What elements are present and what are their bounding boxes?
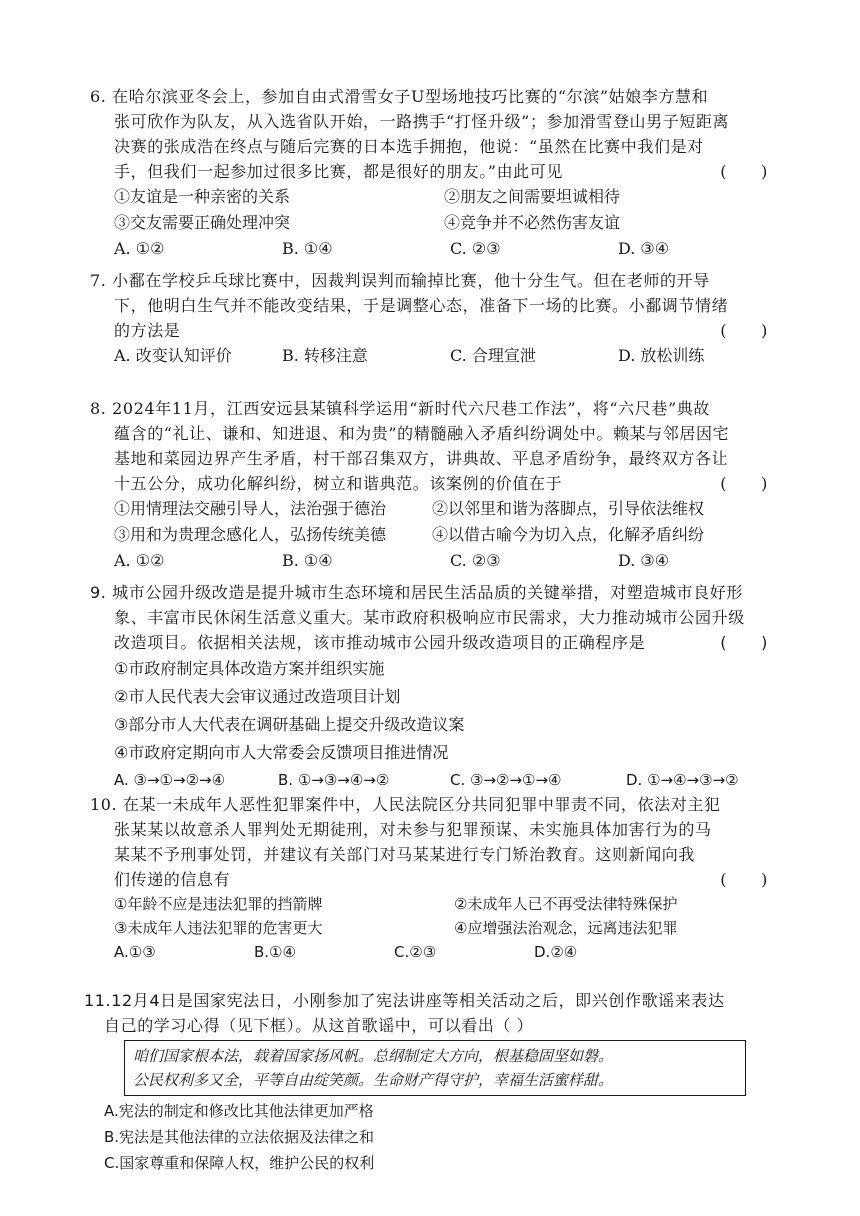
question-9-choice-a: A. ③→①→②→④ [114, 771, 226, 789]
question-6-statement-4: ④竞争并不必然伤害友谊 [444, 213, 621, 232]
question-11-choice-b: B.宪法是其他法律的立法依据及法律之和 [104, 1128, 375, 1146]
question-11-line-2: 自己的学习心得（见下框）。从这首歌谣中，可以看出（ ） [104, 1016, 534, 1035]
question-9-line-2: 象、丰富市民休闲生活意义重大。某市政府积极响应市民需求，大力推动城市公园升级 [114, 608, 745, 627]
ballad-line-1: 咱们国家根本法，载着国家扬风帆。总纲制定大方向，根基稳固坚如磐。 [133, 1047, 614, 1065]
ballad-box [124, 1040, 746, 1096]
question-9-answer-paren: ( ) [720, 633, 768, 652]
question-7-line-1: 7. 小鄱在学校乒乓球比赛中，因裁判误判而输掉比赛，他十分生气。但在老师的开导 [90, 271, 710, 290]
question-6-choice-c: C. ②③ [450, 239, 501, 258]
question-7-answer-paren: ( ) [720, 321, 768, 340]
question-10-choice-c: C.②③ [394, 943, 437, 961]
question-6-choice-b: B. ①④ [282, 239, 333, 258]
question-6-line-1: 6. 在哈尔滨亚冬会上，参加自由式滑雪女子U型场地技巧比赛的“尔滨”姑娘李方慧和 [90, 87, 709, 106]
question-10-choice-a: A.①③ [114, 943, 156, 961]
question-11 [84, 988, 784, 1176]
question-9-choices [90, 767, 780, 793]
question-10-statement-3: ③未成年人违法犯罪的危害更大 [114, 919, 323, 937]
question-6-line-2: 张可欣作为队友，从入选省队开始，一路携手“打怪升级”；参加滑雪登山男子短距离 [114, 112, 730, 131]
question-9-statement-1: ①市政府制定具体改造方案并组织实施 [114, 659, 385, 678]
question-7-choice-a: A. 改变认知评价 [114, 346, 232, 365]
question-10-choice-b: B.①④ [254, 943, 296, 961]
question-8-statement-4: ④以借古喻今为切入点，化解矛盾纠纷 [432, 525, 705, 544]
question-8-choices [90, 548, 780, 574]
question-10-stem-end: 们传递的信息有 [114, 870, 231, 889]
question-11-line-1: 11.12月4日是国家宪法日，小刚参加了宪法讲座等相关活动之后，即兴创作歌谣来表达 [84, 991, 725, 1010]
question-10-statement-2: ②未成年人已不再受法律特殊保护 [454, 895, 678, 913]
question-7-line-3 [90, 318, 780, 343]
question-6-line-3: 决赛的张成浩在终点与随后完赛的日本选手拥抱，他说：“虽然在比赛中我们是对 [114, 137, 704, 156]
question-9 [90, 580, 780, 793]
question-8-choice-b: B. ①④ [282, 551, 333, 570]
question-9-statement-2: ②市人民代表大会审议通过改造项目计划 [114, 687, 401, 706]
question-8-statement-1: ①用情理法交融引导人，法治强于德治 [114, 499, 387, 518]
question-8 [90, 396, 780, 574]
question-8-stem-end: 十五公分，成功化解纠纷，树立和谐典范。该案例的价值在于 [114, 474, 563, 493]
question-7-choices [90, 343, 780, 369]
question-7-choice-c: C. 合理宣泄 [450, 346, 536, 365]
question-9-statement-3: ③部分市人大代表在调研基础上提交升级改造议案 [114, 715, 465, 734]
question-8-choice-d: D. ③④ [618, 551, 670, 570]
question-7-line-2: 下，他明白生气并不能改变结果，于是调整心态，准备下一场的比赛。小鄱调节情绪 [114, 296, 729, 315]
question-8-choice-c: C. ②③ [450, 551, 501, 570]
question-10-choices [90, 940, 780, 964]
question-10-statement-4: ④应增强法治观念，远离违法犯罪 [454, 919, 678, 937]
question-6-statements [90, 184, 780, 236]
question-9-stem-end: 改造项目。依据相关法规，该市推动城市公园升级改造项目的正确程序是 [114, 633, 646, 652]
question-9-choice-c: C. ③→②→①→④ [450, 771, 562, 789]
question-10-line-4 [90, 867, 780, 892]
question-8-choice-a: A. ①② [114, 551, 165, 570]
question-8-answer-paren: ( ) [720, 474, 768, 493]
question-9-choice-d: D. ①→④→③→② [626, 771, 739, 789]
question-8-statements [90, 496, 780, 548]
question-6-choice-d: D. ③④ [618, 239, 670, 258]
question-11-choice-a: A.宪法的制定和修改比其他法律更加严格 [104, 1102, 374, 1120]
question-7-choice-b: B. 转移注意 [282, 346, 368, 365]
ballad-line-2: 公民权利多又全，平等自由绽笑颜。生命财产得守护，幸福生活蜜样甜。 [133, 1071, 614, 1089]
question-8-line-4 [90, 471, 780, 496]
question-11-choice-c: C.国家尊重和保障人权，维护公民的权利 [104, 1154, 375, 1172]
question-10-statements [90, 892, 780, 940]
question-6 [90, 84, 780, 262]
question-6-choice-a: A. ①② [114, 239, 165, 258]
question-10-line-2: 张某某以故意杀人罪判处无期徒刑，对未参与犯罪预谋、未实施具体加害行为的马 [114, 820, 712, 839]
question-9-statement-4: ④市政府定期向市人大常委会反馈项目推进情况 [114, 743, 449, 762]
question-7 [90, 268, 780, 369]
question-10-line-1: 10. 在某一未成年人恶性犯罪案件中，人民法院区分共同犯罪中罪责不同，依法对主犯 [90, 795, 721, 814]
question-8-line-1: 8. 2024年11月，江西安远县某镇科学运用“新时代六尺巷工作法”，将“六尺巷”典故 [90, 399, 710, 418]
question-9-line-3 [90, 630, 780, 655]
question-6-answer-paren: ( ) [720, 162, 768, 181]
question-6-stem-end: 手，但我们一起参加过很多比赛，都是很好的朋友。”由此可见 [114, 162, 563, 181]
question-8-line-2: 蕴含的“礼让、谦和、知进退、和为贵”的精髓融入矛盾纠纷调处中。赖某与邻居因宅 [114, 424, 730, 443]
question-10-answer-paren: ( ) [720, 870, 768, 889]
question-8-statement-2: ②以邻里和谐为落脚点，引导依法维权 [432, 499, 705, 518]
question-9-choice-b: B. ①→③→④→② [278, 771, 390, 789]
question-6-choices [90, 236, 780, 262]
question-9-line-1: 9. 城市公园升级改造是提升城市生态环境和居民生活品质的关键举措，对塑造城市良好形 [90, 583, 743, 602]
question-6-statement-2: ②朋友之间需要坦诚相待 [444, 187, 621, 206]
question-8-line-3: 基地和菜园边界产生矛盾，村干部召集双方，讲典故、平息矛盾纷争，最终双方各让 [114, 449, 729, 468]
question-6-statement-3: ③交友需要正确处理冲突 [114, 213, 291, 232]
question-7-choice-d: D. 放松训练 [618, 346, 705, 365]
question-10-statement-1: ①年龄不应是违法犯罪的挡箭牌 [114, 895, 323, 913]
question-10 [90, 792, 780, 964]
question-8-statement-3: ③用和为贵理念感化人，弘扬传统美德 [114, 525, 387, 544]
question-6-statement-1: ①友谊是一种亲密的关系 [114, 187, 291, 206]
question-7-stem-end: 的方法是 [114, 321, 181, 340]
question-10-line-3: 某某不予刑事处罚，并建议有关部门对马某某进行专门矫治教育。这则新闻向我 [114, 845, 696, 864]
question-10-choice-d: D.②④ [534, 943, 578, 961]
question-6-line-4 [90, 159, 780, 184]
